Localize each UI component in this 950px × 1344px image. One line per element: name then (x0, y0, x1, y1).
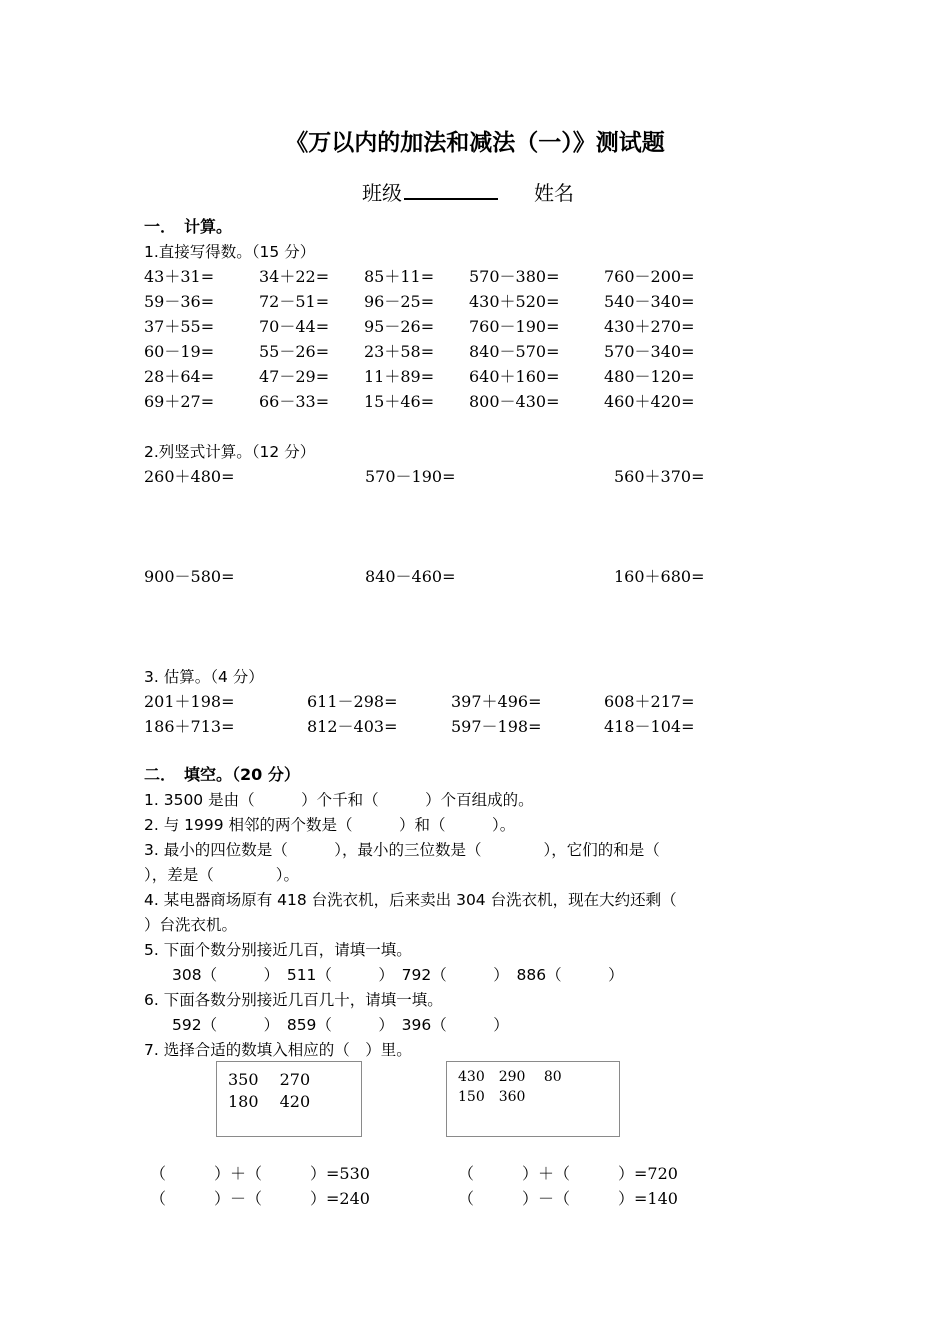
q2-item: 560＋370= (614, 467, 705, 486)
fill-item: 7. 选择合适的数填入相应的（ ）里。 (144, 1041, 412, 1059)
calc-item: 47－29= (259, 367, 330, 386)
class-blank[interactable] (404, 180, 498, 200)
calc-item: 430＋270= (604, 317, 695, 336)
estimate-item: 812－403= (307, 717, 398, 736)
calc-item: 34＋22= (259, 267, 330, 286)
estimate-item: 597－198= (451, 717, 542, 736)
calc-item: 480－120= (604, 367, 695, 386)
calc-item: 95－26= (364, 317, 435, 336)
calc-item: 570－340= (604, 342, 695, 361)
calc-item: 760－200= (604, 267, 695, 286)
fill-item: 308（ ） 511（ ） 792（ ） 886（ ） (172, 966, 624, 984)
q2-label: 2.列竖式计算。（12 分） (144, 443, 316, 461)
calc-item: 70－44= (259, 317, 330, 336)
estimate-item: 201＋198= (144, 692, 235, 711)
estimate-item: 186＋713= (144, 717, 235, 736)
estimate-item: 611－298= (307, 692, 398, 711)
calc-item: 69＋27= (144, 392, 215, 411)
box-line: 150 360 (458, 1089, 526, 1105)
equation-blank[interactable]: （ ）＋（ ）=720 (458, 1164, 678, 1183)
fill-item: 5. 下面个数分别接近几百，请填一填。 (144, 941, 412, 959)
equation-blank[interactable]: （ ）－（ ）=240 (150, 1189, 370, 1208)
class-name-line (362, 180, 574, 206)
estimate-item: 608＋217= (604, 692, 695, 711)
fill-item: ）台洗衣机。 (144, 916, 238, 934)
calc-item: 85＋11= (364, 267, 435, 286)
calc-item: 28＋64= (144, 367, 215, 386)
calc-item: 11＋89= (364, 367, 435, 386)
q3-label: 3. 估算。（4 分） (144, 668, 264, 686)
calc-item: 760－190= (469, 317, 560, 336)
page-title: 《万以内的加法和减法（一）》测试题 (285, 130, 665, 156)
calc-item: 55－26= (259, 342, 330, 361)
box-line: 180 420 (228, 1092, 311, 1111)
calc-item: 23＋58= (364, 342, 435, 361)
q2-item: 160＋680= (614, 567, 705, 586)
fill-item: 2. 与 1999 相邻的两个数是（ ）和（ ）。 (144, 816, 516, 834)
number-box-left (216, 1061, 362, 1137)
box-line: 350 270 (228, 1070, 311, 1089)
estimate-item: 397＋496= (451, 692, 542, 711)
fill-item: 6. 下面各数分别接近几百几十，请填一填。 (144, 991, 443, 1009)
fill-item: 4. 某电器商场原有 418 台洗衣机，后来卖出 304 台洗衣机，现在大约还剩（ (144, 891, 677, 909)
calc-item: 640＋160= (469, 367, 560, 386)
equation-blank[interactable]: （ ）－（ ）=140 (458, 1189, 678, 1208)
calc-item: 37＋55= (144, 317, 215, 336)
calc-item: 430＋520= (469, 292, 560, 311)
calc-item: 43＋31= (144, 267, 215, 286)
q1-label: 1.直接写得数。（15 分） (144, 243, 316, 261)
fill-item: 3. 最小的四位数是（ ），最小的三位数是（ ），它们的和是（ (144, 841, 660, 859)
equation-blank[interactable]: （ ）＋（ ）=530 (150, 1164, 370, 1183)
section1-heading: 一． 计算。 (144, 217, 233, 236)
calc-item: 800－430= (469, 392, 560, 411)
estimate-item: 418－104= (604, 717, 695, 736)
box-line: 430 290 80 (458, 1069, 562, 1085)
name-label: 姓名 (534, 181, 574, 205)
fill-item: 1. 3500 是由（ ）个千和（ ）个百组成的。 (144, 791, 534, 809)
number-box-right (446, 1061, 620, 1137)
q2-item: 260＋480= (144, 467, 235, 486)
q2-item: 570－190= (365, 467, 456, 486)
q2-item: 900－580= (144, 567, 235, 586)
calc-item: 60－19= (144, 342, 215, 361)
calc-item: 15＋46= (364, 392, 435, 411)
calc-item: 540－340= (604, 292, 695, 311)
class-label: 班级 (362, 181, 402, 205)
section2-heading: 二． 填空。（20 分） (144, 765, 300, 784)
calc-item: 840－570= (469, 342, 560, 361)
calc-item: 460＋420= (604, 392, 695, 411)
fill-item: ），差是（ ）。 (144, 866, 300, 884)
q2-item: 840－460= (365, 567, 456, 586)
calc-item: 96－25= (364, 292, 435, 311)
calc-item: 570－380= (469, 267, 560, 286)
calc-item: 72－51= (259, 292, 330, 311)
calc-item: 66－33= (259, 392, 330, 411)
calc-item: 59－36= (144, 292, 215, 311)
fill-item: 592（ ） 859（ ） 396（ ） (172, 1016, 509, 1034)
